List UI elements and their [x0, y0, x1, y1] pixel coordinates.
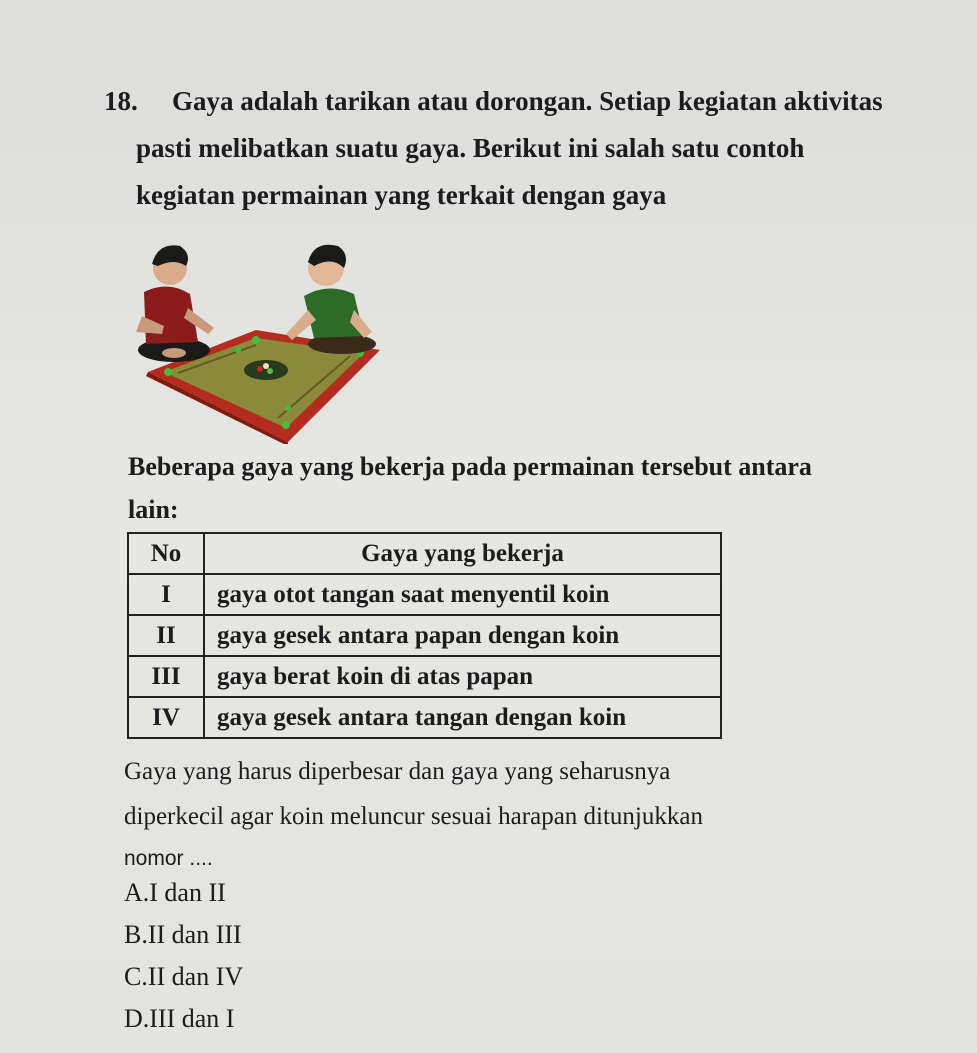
question-number: 18. — [104, 86, 138, 116]
forces-table — [127, 532, 722, 739]
intro-line-1: Beberapa gaya yang bekerja pada permainan tersebut antara — [128, 452, 812, 481]
question-stem — [104, 78, 944, 219]
table-row — [128, 615, 721, 656]
table-cell-no: IV — [128, 697, 204, 738]
prompt-line-2: diperkecil agar koin meluncur sesuai harapan ditunjukkan — [124, 803, 703, 830]
question-text-1: Gaya adalah tarikan atau dorongan. Setiap kegiatan aktivitas — [172, 86, 883, 116]
answer-options — [124, 872, 243, 1040]
table-header-row — [128, 533, 721, 574]
table-row — [128, 697, 721, 738]
question-line-3 — [104, 172, 944, 219]
option-b[interactable]: B.II dan III — [124, 920, 242, 949]
board-pocket — [282, 421, 290, 429]
option-c[interactable]: C.II dan IV — [124, 962, 244, 991]
table-header-no: No — [128, 533, 204, 574]
board-pocket — [252, 336, 260, 344]
board-pocket — [164, 368, 172, 376]
table-header-force: Gaya yang bekerja — [204, 533, 721, 574]
prompt-line-3: nomor .... — [124, 847, 213, 870]
table-cell-no: I — [128, 574, 204, 615]
question-line-2 — [104, 125, 944, 172]
option-d[interactable]: D.III dan I — [124, 1004, 235, 1033]
table-cell-no: II — [128, 615, 204, 656]
table-row — [128, 574, 721, 615]
question-text-2: pasti melibatkan suatu gaya. Berikut ini salah satu contoh — [136, 133, 805, 163]
question-text-3: kegiatan permainan yang terkait dengan gaya — [136, 180, 667, 210]
question-line-1 — [104, 78, 944, 125]
table-cell-force: gaya gesek antara papan dengan koin — [204, 615, 721, 656]
table-cell-no: III — [128, 656, 204, 697]
table-cell-force: gaya gesek antara tangan dengan koin — [204, 697, 721, 738]
option-a[interactable]: A.I dan II — [124, 878, 226, 907]
table-cell-force: gaya otot tangan saat menyentil koin — [204, 574, 721, 615]
table-cell-force: gaya berat koin di atas papan — [204, 656, 721, 697]
intro-line-2: lain: — [128, 495, 179, 524]
left-player — [136, 245, 214, 362]
table-row — [128, 656, 721, 697]
prompt-line-1: Gaya yang harus diperbesar dan gaya yang seharusnya — [124, 758, 671, 785]
carrom-players-illustration — [128, 232, 380, 444]
